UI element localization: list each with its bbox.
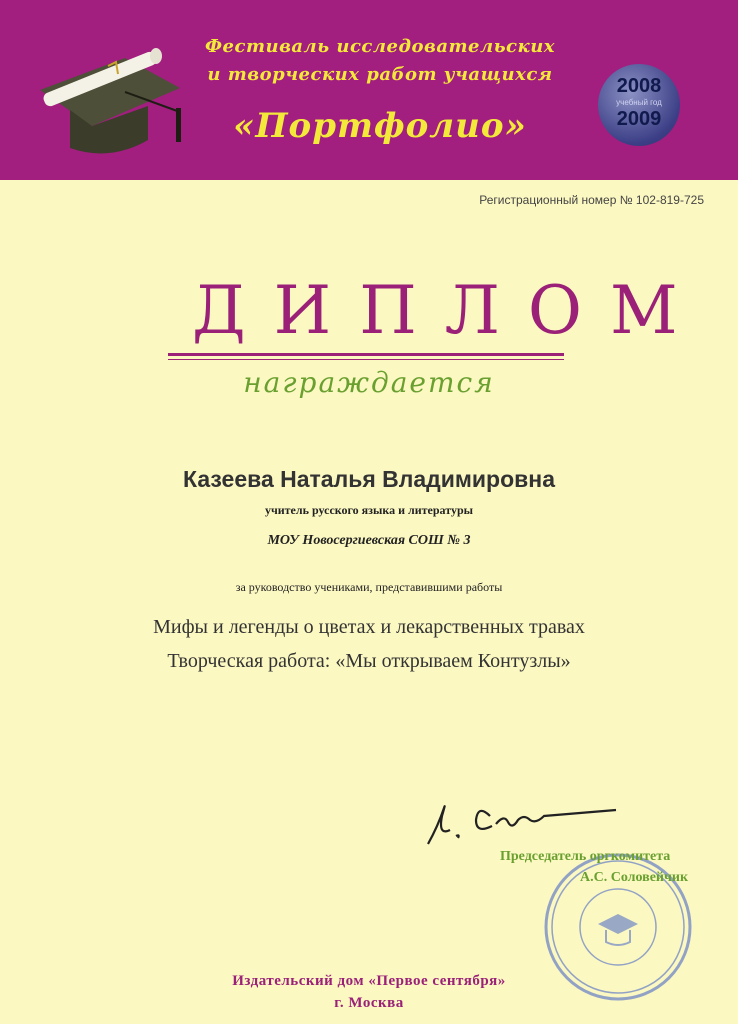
work-title-1: Мифы и легенды о цветах и лекарственных травах [153,616,585,638]
recipient-name: Казеева Наталья Владимировна [183,466,555,492]
work-title-2: Творческая работа: «Мы открываем Контузлы» [167,650,571,672]
chairman-title: Председатель оргкомитета [500,849,671,864]
festival-title-line2: и творческих работ учащихся [207,64,553,85]
festival-name: «Портфолио» [233,106,527,146]
awarded-caption: награждается [243,366,495,399]
year-label: учебный год [616,98,662,107]
header-banner [0,0,738,180]
chairman-name: А.С. Соловейчик [580,870,689,885]
diploma-title: ДИПЛОМ [192,272,706,349]
signature [420,786,620,856]
publisher-name: Издательский дом «Первое сентября» [232,973,506,989]
award-reason: за руководство учениками, представившими работы [235,580,503,594]
registration-number: Регистрационный номер № 102-819-725 [479,193,704,207]
title-divider [168,353,564,356]
recipient-role: учитель русского языка и литературы [264,503,474,517]
festival-title-line1: Фестиваль исследовательских [204,36,556,57]
year-end: 2009 [616,108,662,130]
year-badge [598,64,680,146]
graduation-cap-icon [30,30,190,160]
recipient-school: МОУ Новосергиевская СОШ № 3 [267,533,471,548]
title-divider-thin [168,359,564,360]
year-start: 2008 [616,75,662,97]
publisher-city: г. Москва [334,995,404,1011]
